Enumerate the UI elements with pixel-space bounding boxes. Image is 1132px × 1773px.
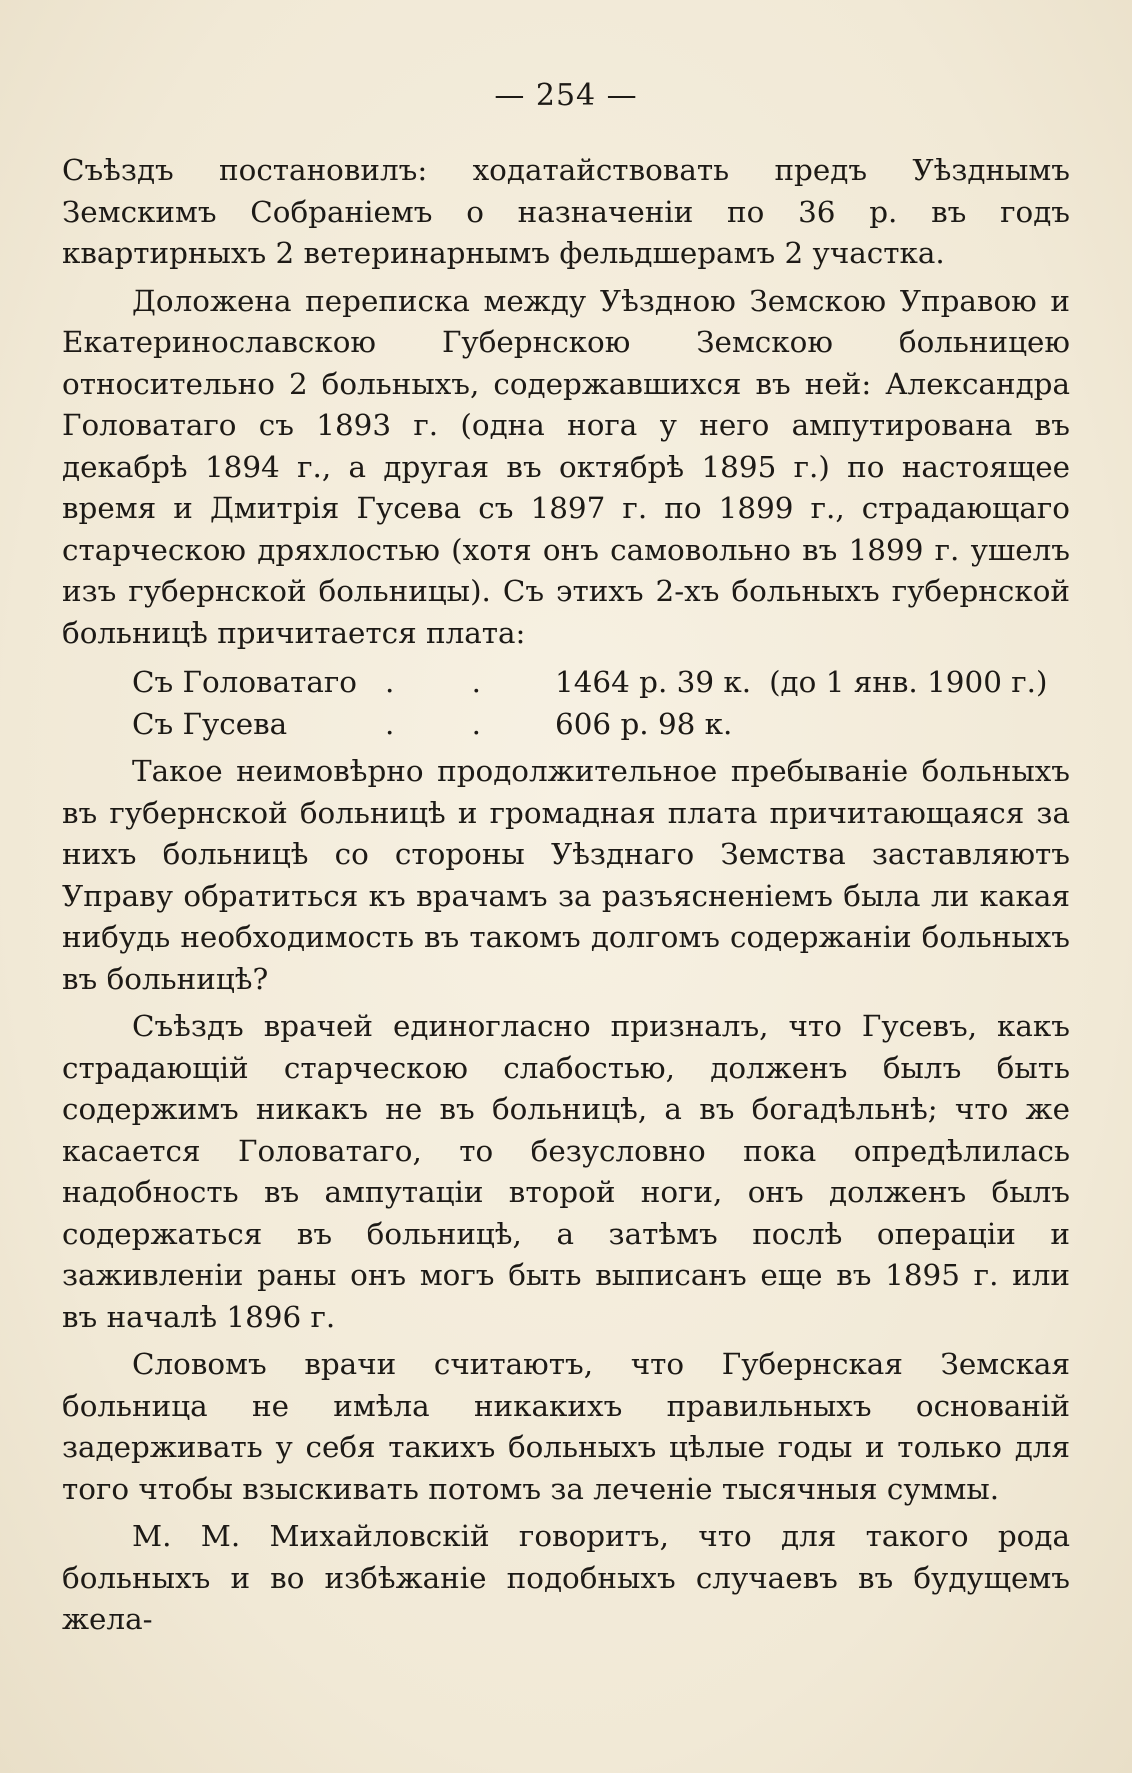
paragraph: Словомъ врачи считаютъ, что Губернская Земская больница не имѣла никакихъ правильныхъ основаній задерживать у себя такихъ больныхъ цѣлые годы и только для того чтобы взыскивать потомъ за леченіе тысячныя суммы. — [62, 1347, 1070, 1506]
leader-dots: . . — [385, 706, 516, 741]
leader-dots: . . — [385, 665, 516, 699]
page-number: — 254 — — [494, 78, 638, 113]
body-text — [62, 150, 1070, 1641]
payment-note: (до 1 янв. 1900 г.) — [769, 665, 1048, 699]
payment-amount: 1464 р. 39 к. — [555, 665, 752, 699]
payment-row — [62, 662, 1070, 704]
payment-name: Съ Гусева — [132, 706, 288, 741]
paragraph: М. М. Михайловскій говоритъ, что для такого рода больныхъ и во избѣжаніе подобныхъ случаевъ въ будущемъ жела- — [62, 1519, 1070, 1636]
payment-name: Съ Головатаго — [132, 665, 357, 699]
paragraph: Съѣздъ врачей единогласно призналъ, что Гусевъ, какъ страдающій старческою слабостью, долженъ былъ быть содержимъ никакъ не въ больницѣ, а въ богадѣльнѣ; что же касается Головатаго, то безусловно пока опредѣлилась надобность въ ампутаціи второй ноги, онъ долженъ былъ содержаться въ больницѣ, а затѣмъ послѣ операціи и заживленіи раны онъ могъ быть выписанъ еще въ 1895 г. или въ началѣ 1896 г. — [62, 1009, 1070, 1334]
paragraph: Доложена переписка между Уѣздною Земскою Управою и Екатеринославскою Губернскою Земскою больницею относительно 2 больныхъ, содержавшихся въ ней: Александра Головатаго съ 1893 г. (одна нога у него ампутирована въ декабрѣ 1894 г., а другая въ октябрѣ 1895 г.) по настоящее время и Дмитрія Гусева съ 1897 г. по 1899 г., страдающаго старческою дряхлостью (хотя онъ самовольно въ 1899 г. ушелъ изъ губернской больницы). Съ этихъ 2-хъ больныхъ губернской больницѣ причитается плата: — [62, 283, 1070, 650]
paragraph: Съѣздъ постановилъ: ходатайствовать предъ Уѣзднымъ Земскимъ Собраніемъ о назначеніи по 36 р. въ годъ квартирныхъ 2 ветеринарнымъ фельдшерамъ 2 участка. — [62, 153, 1070, 270]
payment-amount: 606 р. 98 к. — [555, 706, 733, 741]
paragraph: Такое неимовѣрно продолжительное пребываніе больныхъ въ губернской больницѣ и громадная плата причитающаяся за нихъ больницѣ со стороны Уѣзднаго Земства заставляютъ Управу обратиться къ врачамъ за разъясненіемъ была ли какая нибудь необходимость въ такомъ долгомъ содержаніи больныхъ въ больницѣ? — [62, 754, 1070, 996]
payment-row — [62, 704, 1070, 746]
